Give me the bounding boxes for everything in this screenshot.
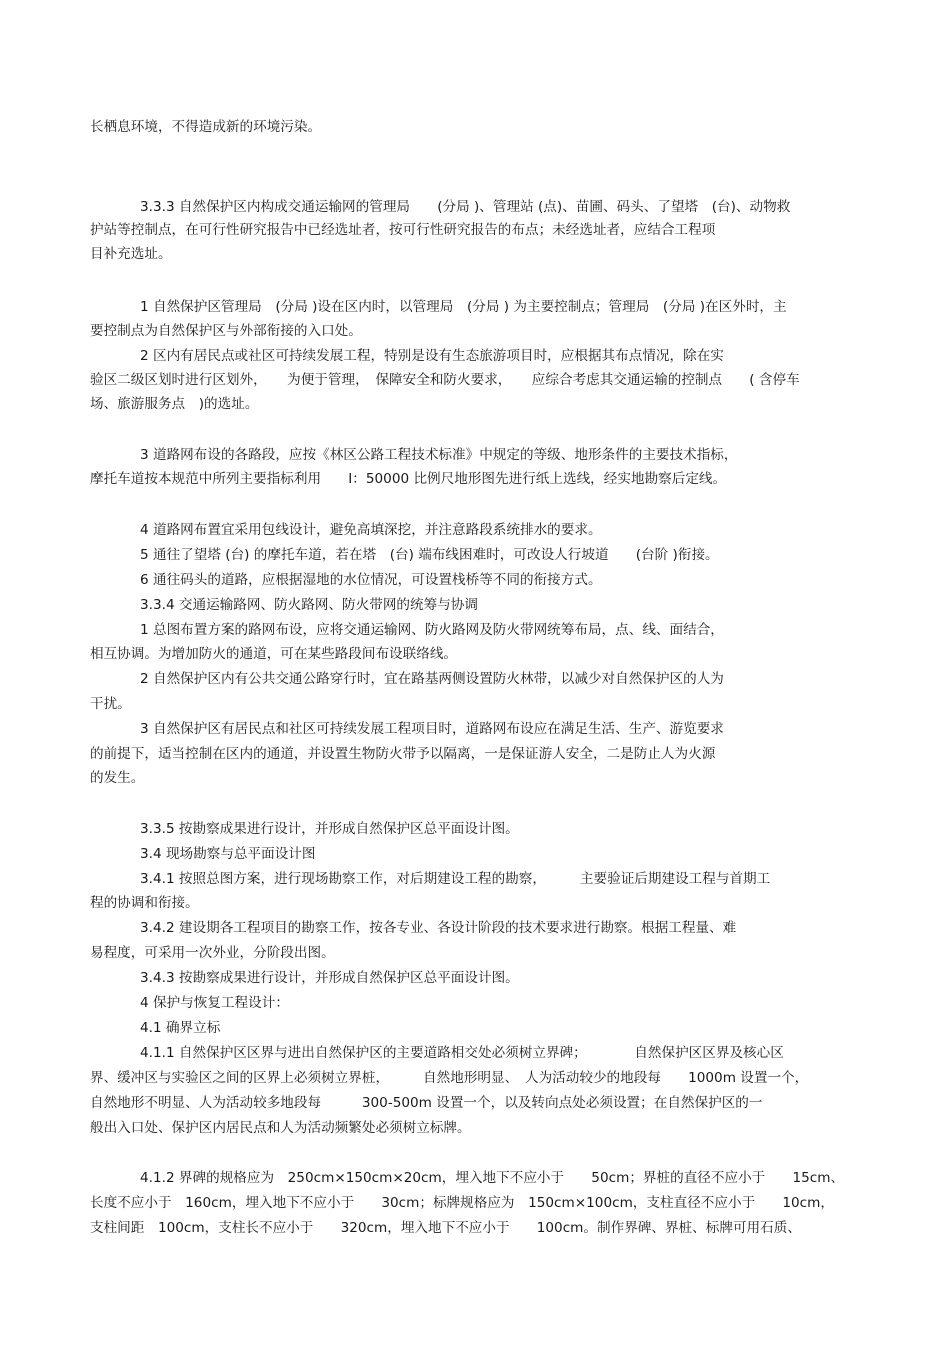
text-line: 长栖息环境，不得造成新的环境污染。 bbox=[90, 119, 322, 135]
text-line: 2 区内有居民点或社区可持续发展工程，特别是设有生态旅游项目时，应根据其布点情况，除在实 bbox=[140, 348, 724, 364]
text-line: 界、缓冲区与实验区之间的区界上必须树立界桩， 自然地形明显、 人为活动较少的地段每 1000m 设置一个， bbox=[90, 1070, 809, 1086]
text-line: 3.4.1 按照总图方案，进行现场勘察工作，对后期建设工程的勘察， 主要验证后期建设工程与首期工 bbox=[140, 871, 771, 887]
section-heading: 4 保护与恢复工程设计： bbox=[140, 995, 289, 1011]
text-line: 程的协调和衔接。 bbox=[90, 895, 199, 911]
text-line: 4.1.2 界碑的规格应为 250cm×150cm×20cm，埋入地下不应小于 50cm；界桩的直径不应小于 15cm、 bbox=[140, 1170, 845, 1186]
text-line: 4.1.1 自然保护区区界与进出自然保护区的主要道路相交处必须树立界碑； 自然保护区区界及核心区 bbox=[140, 1045, 784, 1061]
section-heading: 4.1 确界立标 bbox=[140, 1020, 221, 1036]
text-line: 场、旅游服务点 )的选址。 bbox=[90, 396, 259, 412]
text-line: 目补充选址。 bbox=[90, 246, 172, 262]
text-line: 的前提下，适当控制在区内的通道，并设置生物防火带予以隔离，一是保证游人安全，二是防止人为火源 bbox=[90, 746, 716, 762]
text-line: 干扰。 bbox=[90, 696, 131, 712]
text-line: 验区二级区划时进行区划外， 为便于管理， 保障安全和防火要求， 应综合考虑其交通运输的控制点 ( 含停车 bbox=[90, 372, 800, 388]
text-line: 相互协调。为增加防火的通道，可在某些路段间布设联络线。 bbox=[90, 646, 458, 662]
text-line: 要控制点为自然保护区与外部衔接的入口处。 bbox=[90, 323, 362, 339]
text-line: 1 自然保护区管理局 (分局 )设在区内时，以管理局 (分局 ) 为主要控制点；管理局 (分局 )在区外时，主 bbox=[140, 299, 787, 315]
text-line: 长度不应小于 160cm，埋入地下不应小于 30cm；标牌规格应为 150cm×100cm，支柱直径不应小于 10cm， bbox=[90, 1195, 834, 1211]
text-line: 的发生。 bbox=[90, 770, 145, 786]
text-line: 2 自然保护区内有公共交通公路穿行时，宜在路基两侧设置防火林带，以减少对自然保护区的人为 bbox=[140, 671, 724, 687]
section-heading: 3.4 现场勘察与总平面设计图 bbox=[140, 846, 316, 862]
text-line: 摩托车道按本规范中所列主要指标利用 I：50000 比例尺地形图先进行纸上选线，经实地勘察后定线。 bbox=[90, 471, 727, 487]
text-line: 6 通往码头的道路，应根据湿地的水位情况，可设置栈桥等不同的衔接方式。 bbox=[140, 572, 602, 588]
text-line: 3.4.2 建设期各工程项目的勘察工作，按各专业、各设计阶段的技术要求进行勘察。根据工程量、难 bbox=[140, 920, 737, 936]
text-line: 1 总图布置方案的路网布设，应将交通运输网、防火路网及防火带网统筹布局，点、线、面结合， bbox=[140, 622, 724, 638]
text-line: 3.3.5 按勘察成果进行设计，并形成自然保护区总平面设计图。 bbox=[140, 821, 519, 837]
text-line: 3.3.3 自然保护区内构成交通运输网的管理局 (分局 )、管理站 (点)、苗圃、码头、了望塔 (台)、动物救 bbox=[140, 199, 791, 215]
text-line: 自然地形不明显、人为活动较多地段每 300-500m 设置一个，以及转向点处必须设置；在自然保护区的一 bbox=[90, 1095, 763, 1111]
text-line: 3.4.3 按勘察成果进行设计，并形成自然保护区总平面设计图。 bbox=[140, 970, 519, 986]
text-line: 3 自然保护区有居民点和社区可持续发展工程项目时，道路网布设应在满足生活、生产、游览要求 bbox=[140, 721, 724, 737]
text-line: 护站等控制点，在可行性研究报告中已经选址者，按可行性研究报告的布点；未经选址者，应结合工程项 bbox=[90, 222, 716, 238]
text-line: 4 道路网布置宜采用包线设计，避免高填深挖，并注意路段系统排水的要求。 bbox=[140, 522, 602, 538]
text-line: 易程度，可采用一次外业，分阶段出图。 bbox=[90, 945, 335, 961]
text-line: 支柱间距 100cm，支柱长不应小于 320cm，埋入地下不应小于 100cm。制作界碑、界桩、标牌可用石质、 bbox=[90, 1220, 801, 1236]
section-heading: 3.3.4 交通运输路网、防火路网、防火带网的统筹与协调 bbox=[140, 597, 478, 613]
text-line: 般出入口处、保护区内居民点和人为活动频繁处必须树立标牌。 bbox=[90, 1120, 471, 1136]
text-line: 3 道路网布设的各路段，应按《林区公路工程技术标准》中规定的等级、地形条件的主要技术指标， bbox=[140, 447, 738, 463]
text-line: 5 通往了望塔 (台) 的摩托车道，若在塔 (台) 端布线困难时，可改设人行坡道 (台阶 )衔接。 bbox=[140, 547, 719, 563]
